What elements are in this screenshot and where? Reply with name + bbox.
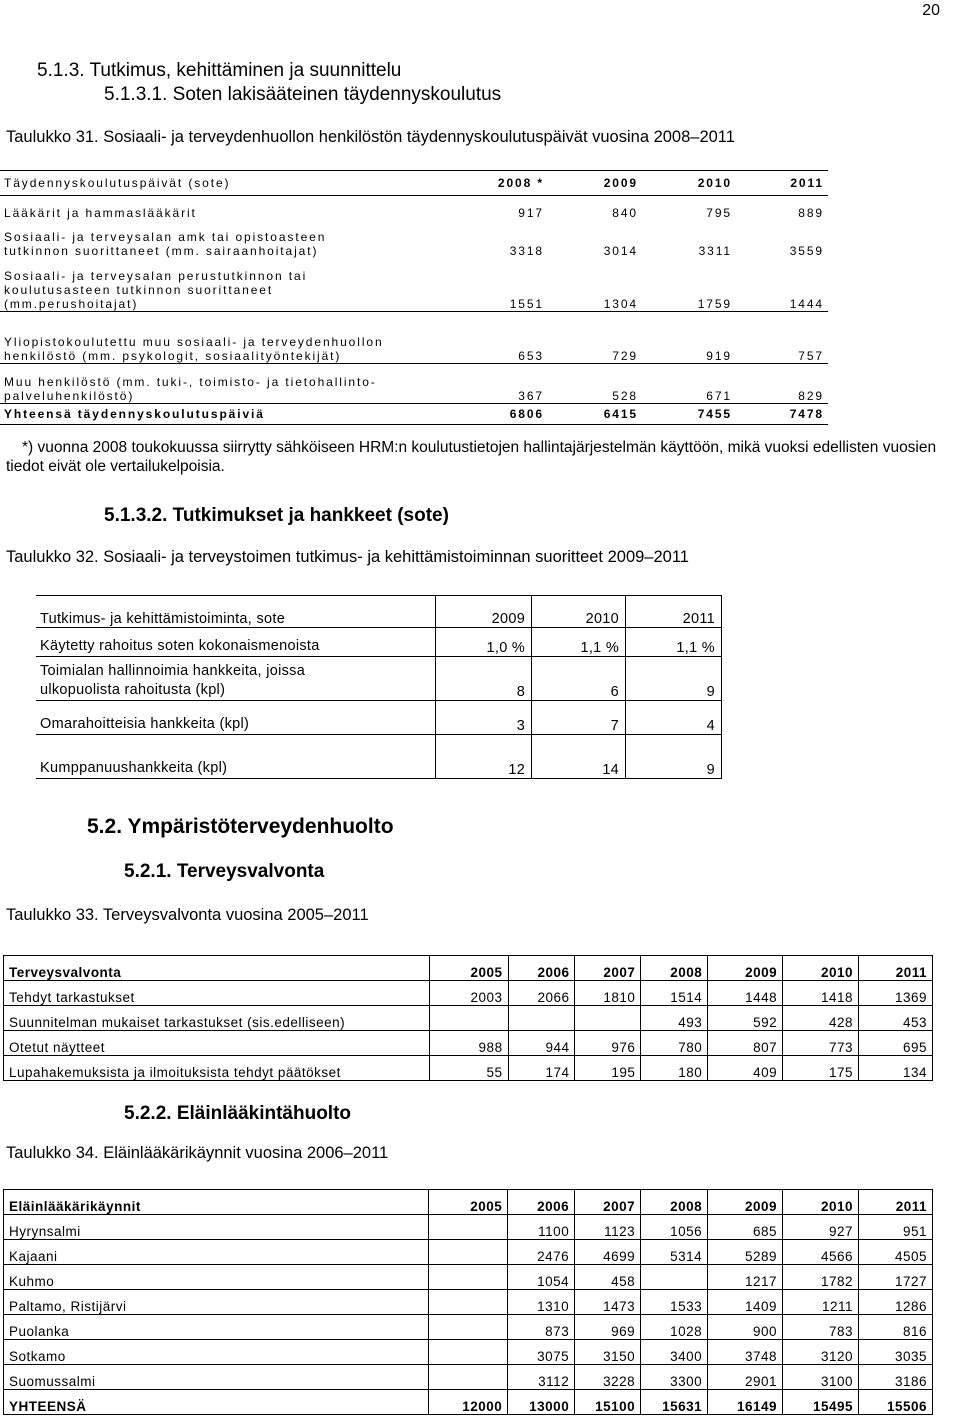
table-row [0, 258, 828, 312]
table-cell: 195 [575, 1056, 641, 1081]
table34-header-cell: 2008 [641, 1190, 708, 1215]
table-cell [429, 1315, 508, 1340]
table-cell: 5314 [641, 1240, 708, 1265]
row-label: Toimialan hallinnoimia hankkeita, joissa ulkopuolista rahoitusta (kpl) [36, 657, 436, 701]
table-cell: 180 [641, 1056, 708, 1081]
table33-header-cell: 2006 [508, 956, 575, 981]
row-label: Hyrynsalmi [4, 1215, 429, 1240]
table31-header-cell: 2011 [736, 171, 828, 196]
table-cell: 919 [642, 312, 736, 364]
table-cell: 3075 [508, 1340, 575, 1365]
total-label: Yhteensä täydennyskoulutuspäiviä [0, 404, 462, 425]
table-cell: 3400 [641, 1340, 708, 1365]
table-cell: 1,1 % [532, 628, 626, 657]
table34-header-cell: Eläinlääkärikäynnit [4, 1190, 429, 1215]
table-cell: 1727 [858, 1265, 932, 1290]
table-cell [429, 1215, 508, 1240]
table-cell: 8 [436, 657, 532, 701]
table-cell: 780 [641, 1031, 708, 1056]
table-cell: 1473 [575, 1290, 641, 1315]
table-cell: 1369 [859, 981, 933, 1006]
table-cell: 988 [429, 1031, 508, 1056]
table-cell [429, 1006, 508, 1031]
table-cell: 1551 [462, 258, 548, 312]
row-label: Suomussalmi [4, 1365, 429, 1390]
row-label: Puolanka [4, 1315, 429, 1340]
table32-caption: Taulukko 32. Sosiaali- ja terveystoimen tutkimus- ja kehittämistoiminnan suoritteet 2009–2011 [6, 548, 689, 566]
table-cell: 3150 [575, 1340, 641, 1365]
row-label: Sotkamo [4, 1340, 429, 1365]
table-cell: 1444 [736, 258, 828, 312]
row-label: Sosiaali- ja terveysalan perustutkinnon tai koulutusasteen tutkinnon suorittaneet (mm.perushoitajat) [0, 258, 462, 312]
table34 [3, 1189, 933, 1415]
table33-header-cell: 2010 [783, 956, 859, 981]
table-cell: 9 [626, 735, 722, 779]
row-label: Otetut näytteet [4, 1031, 430, 1056]
row-label: Tehdyt tarkastukset [4, 981, 430, 1006]
table-cell: 14 [532, 735, 626, 779]
table-cell: 816 [858, 1315, 932, 1340]
table32 [36, 595, 722, 779]
table-row [0, 364, 828, 404]
table-cell: 174 [508, 1056, 575, 1081]
table-cell: 7 [532, 701, 626, 735]
heading-5-2: 5.2. Ympäristöterveydenhuolto [87, 815, 394, 838]
table-cell: 2066 [508, 981, 575, 1006]
table-row [36, 628, 722, 657]
table-cell: 695 [859, 1031, 933, 1056]
table-cell: 729 [548, 312, 642, 364]
table33-header-cell: Terveysvalvonta [4, 956, 430, 981]
table34-caption: Taulukko 34. Eläinlääkärikäynnit vuosina 2006–2011 [6, 1144, 389, 1162]
table-cell: 1211 [783, 1290, 859, 1315]
heading-5-2-2: 5.2.2. Eläinlääkintähuolto [124, 1103, 352, 1124]
table-row [36, 701, 722, 735]
table-cell: 1409 [708, 1290, 783, 1315]
row-label: Lupahakemuksista ja ilmoituksista tehdyt päätökset [4, 1056, 430, 1081]
table-cell: 795 [706, 205, 732, 220]
table-row [4, 1315, 933, 1340]
row-label: Kumppanuushankkeita (kpl) [36, 735, 436, 779]
table-row [4, 1340, 933, 1365]
table-cell: 134 [859, 1056, 933, 1081]
table-cell: 1217 [708, 1265, 783, 1290]
table-cell: 1123 [575, 1215, 641, 1240]
row-label: Muu henkilöstö (mm. tuki-, toimisto- ja tietohallinto-palveluhenkilöstö) [4, 375, 377, 403]
table-cell: 773 [783, 1031, 859, 1056]
table-cell: 3318 [509, 243, 544, 258]
total-cell: 15495 [783, 1390, 859, 1415]
row-label: Yliopistokoulutettu muu sosiaali- ja terveydenhuollon henkilöstö (mm. psykologit, sosiaalityöntekijät) [0, 312, 462, 364]
table-cell: 175 [783, 1056, 859, 1081]
table-cell: 4 [626, 701, 722, 735]
table-cell: 12 [436, 735, 532, 779]
total-cell: 15506 [858, 1390, 932, 1415]
table-row [4, 1240, 933, 1265]
table-cell [429, 1340, 508, 1365]
table-cell: 6 [532, 657, 626, 701]
table-row [4, 981, 933, 1006]
table-cell: 900 [708, 1315, 783, 1340]
table-row [4, 1365, 933, 1390]
table-cell: 889 [798, 205, 824, 220]
table-cell [429, 1290, 508, 1315]
total-cell: 12000 [429, 1390, 508, 1415]
heading-5-1-3-2: 5.1.3.2. Tutkimukset ja hankkeet (sote) [104, 505, 449, 526]
table-cell: 528 [612, 389, 638, 403]
table-cell: 840 [612, 205, 638, 220]
table-cell: 783 [783, 1315, 859, 1340]
table-cell: 1810 [575, 981, 641, 1006]
table34-header-cell: 2011 [858, 1190, 932, 1215]
table31-header-cell: 2010 [642, 171, 736, 196]
table32-header-cell: 2010 [532, 596, 626, 628]
table-cell: 3748 [708, 1340, 783, 1365]
table33-header-cell: 2008 [641, 956, 708, 981]
table-cell: 1448 [708, 981, 783, 1006]
table-cell: 4505 [858, 1240, 932, 1265]
table-row [4, 1290, 933, 1315]
heading-5-1-3-1: 5.1.3.1. Soten lakisääteinen täydennyskoulutus [104, 84, 502, 105]
table-cell: 1054 [508, 1265, 575, 1290]
row-label: Omarahoitteisia hankkeita (kpl) [36, 701, 436, 735]
row-label: Käytetty rahoitus soten kokonaismenoista [36, 628, 436, 657]
table-cell: 3014 [603, 243, 638, 258]
table31-header-cell: Täydennyskoulutuspäivät (sote) [0, 171, 462, 196]
table31-footnote: *) vuonna 2008 toukokuussa siirrytty sähköiseen HRM:n koulutustietojen hallintajärjestelmän käyttöön, mikä vuoksi edellisten vuosien tiedot eivät ole vertailukelpoisia. [6, 439, 937, 475]
table-cell: 944 [508, 1031, 575, 1056]
table-row [4, 1006, 933, 1031]
table-cell: 55 [429, 1056, 508, 1081]
table31-header-cell: 2008 * [462, 171, 548, 196]
table-cell: 453 [859, 1006, 933, 1031]
table-cell: 428 [783, 1006, 859, 1031]
table-cell: 1304 [548, 258, 642, 312]
table31 [0, 170, 828, 425]
table-cell: 367 [518, 389, 544, 403]
table32-header-cell: 2011 [626, 596, 722, 628]
table-cell: 409 [708, 1056, 783, 1081]
table-cell: 873 [508, 1315, 575, 1340]
table-cell: 1056 [641, 1215, 708, 1240]
table31-header-row [0, 171, 828, 196]
table-cell: 969 [575, 1315, 641, 1340]
total-cell: 13000 [508, 1390, 575, 1415]
table-cell: 829 [798, 389, 824, 403]
total-cell: 16149 [708, 1390, 783, 1415]
table33-header-cell: 2007 [575, 956, 641, 981]
table-cell [575, 1006, 641, 1031]
table-cell: 2476 [508, 1240, 575, 1265]
table34-header-cell: 2009 [708, 1190, 783, 1215]
table-cell: 671 [706, 389, 732, 403]
table-cell: 3311 [698, 243, 732, 258]
table-cell: 2901 [708, 1365, 783, 1390]
table-cell: 685 [708, 1215, 783, 1240]
table33 [3, 955, 933, 1081]
table-row [4, 1056, 933, 1081]
table34-header-cell: 2010 [783, 1190, 859, 1215]
table33-header-row [4, 956, 933, 981]
row-label: Paltamo, Ristijärvi [4, 1290, 429, 1315]
table-cell: 4566 [783, 1240, 859, 1265]
table-cell: 2003 [429, 981, 508, 1006]
table-cell: 3300 [641, 1365, 708, 1390]
table-cell: 1418 [783, 981, 859, 1006]
table-cell: 653 [462, 312, 548, 364]
table31-caption: Taulukko 31. Sosiaali- ja terveydenhuollon henkilöstön täydennyskoulutuspäivät vuosina 2008–2011 [6, 128, 735, 146]
table34-header-cell: 2006 [508, 1190, 575, 1215]
table-cell: 5289 [708, 1240, 783, 1265]
table-cell: 807 [708, 1031, 783, 1056]
table34-header-row [4, 1190, 933, 1215]
table34-header-cell: 2005 [429, 1190, 508, 1215]
total-label: YHTEENSÄ [4, 1390, 429, 1415]
table-cell: 3228 [575, 1365, 641, 1390]
table-cell: 1100 [508, 1215, 575, 1240]
table33-header-cell: 2009 [708, 956, 783, 981]
total-cell: 15631 [641, 1390, 708, 1415]
row-label: Sosiaali- ja terveysalan amk tai opistoasteen tutkinnon suorittaneet (mm. sairaanhoitajat) [4, 229, 327, 258]
total-cell: 7455 [642, 404, 736, 425]
table31-total-row [0, 404, 828, 425]
row-label: Suunnitelman mukaiset tarkastukset (sis.edelliseen) [4, 1006, 430, 1031]
table-cell: 951 [858, 1215, 932, 1240]
total-cell: 15100 [575, 1390, 641, 1415]
table-cell: 976 [575, 1031, 641, 1056]
table-cell: 3186 [858, 1365, 932, 1390]
table-cell [429, 1240, 508, 1265]
table-cell: 927 [783, 1215, 859, 1240]
table-row [36, 735, 722, 779]
table-cell: 493 [641, 1006, 708, 1031]
page-number: 20 [922, 2, 940, 19]
row-label: Kuhmo [4, 1265, 429, 1290]
heading-5-1-3: 5.1.3. Tutkimus, kehittäminen ja suunnittelu [37, 60, 402, 81]
row-label: Lääkärit ja hammaslääkärit [4, 205, 197, 220]
table32-header-cell: Tutkimus- ja kehittämistoiminta, sote [36, 596, 436, 628]
table-cell [429, 1365, 508, 1390]
table-row [4, 1265, 933, 1290]
table33-header-cell: 2005 [429, 956, 508, 981]
table-cell [429, 1265, 508, 1290]
table-row [0, 220, 828, 258]
table-cell: 3559 [789, 243, 824, 258]
table-row [4, 1215, 933, 1240]
table-cell: 1,1 % [626, 628, 722, 657]
heading-5-2-1: 5.2.1. Terveysvalvonta [124, 861, 325, 882]
table-cell: 592 [708, 1006, 783, 1031]
table-cell: 1028 [641, 1315, 708, 1340]
table-cell: 1,0 % [436, 628, 532, 657]
table-cell: 3035 [858, 1340, 932, 1365]
table-cell: 1533 [641, 1290, 708, 1315]
table-cell: 757 [736, 312, 828, 364]
table-cell [508, 1006, 575, 1031]
table33-header-cell: 2011 [859, 956, 933, 981]
table32-header-cell: 2009 [436, 596, 532, 628]
table-cell: 3120 [783, 1340, 859, 1365]
table31-header-cell: 2009 [548, 171, 642, 196]
table32-header-row [36, 596, 722, 628]
table-cell: 1310 [508, 1290, 575, 1315]
table-cell: 917 [518, 205, 544, 220]
row-label: Kajaani [4, 1240, 429, 1265]
total-cell: 6415 [548, 404, 642, 425]
table-cell: 3 [436, 701, 532, 735]
table-row [0, 312, 828, 364]
table-cell: 4699 [575, 1240, 641, 1265]
table-row [36, 657, 722, 701]
table-cell: 1782 [783, 1265, 859, 1290]
table-cell: 9 [626, 657, 722, 701]
table-cell: 3112 [508, 1365, 575, 1390]
table34-header-cell: 2007 [575, 1190, 641, 1215]
table-cell: 3100 [783, 1365, 859, 1390]
table-cell: 1514 [641, 981, 708, 1006]
table-row [0, 196, 828, 220]
table-cell: 1759 [642, 258, 736, 312]
table-cell: 1286 [858, 1290, 932, 1315]
table34-total-row [4, 1390, 933, 1415]
table-cell: 458 [575, 1265, 641, 1290]
table-cell [641, 1265, 708, 1290]
total-cell: 6806 [462, 404, 548, 425]
table-row [4, 1031, 933, 1056]
total-cell: 7478 [736, 404, 828, 425]
table33-caption: Taulukko 33. Terveysvalvonta vuosina 2005–2011 [6, 906, 369, 924]
